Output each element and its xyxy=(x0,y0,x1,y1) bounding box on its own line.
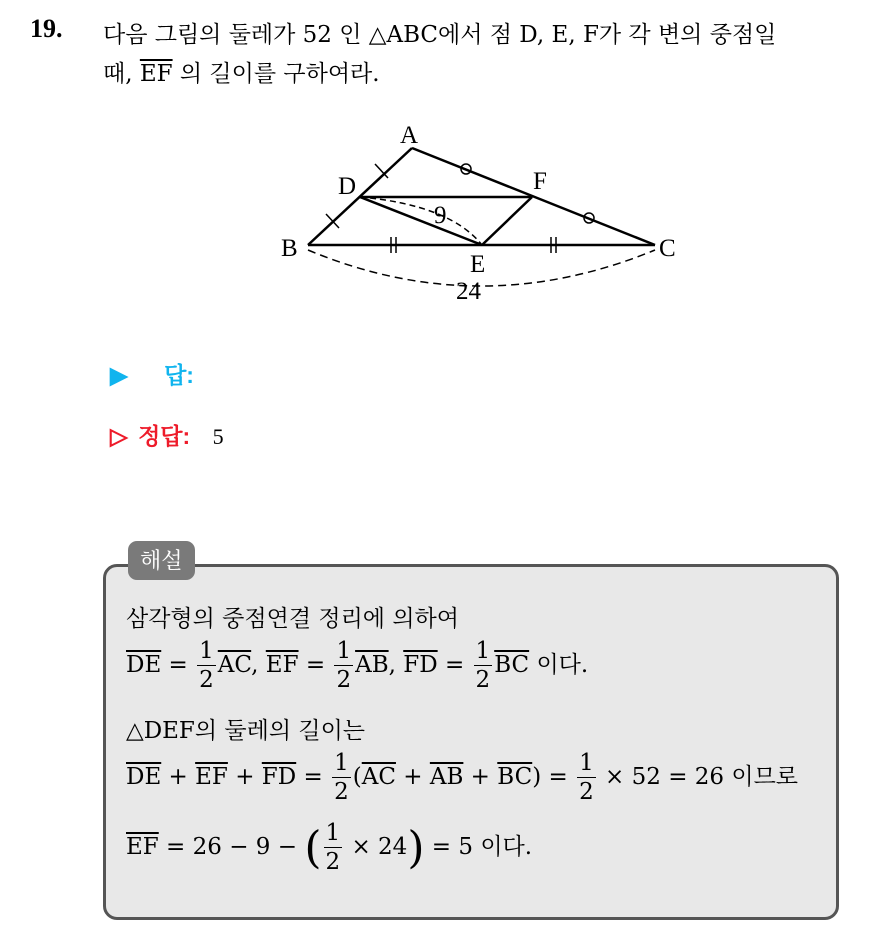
left-paren: ( xyxy=(304,822,322,874)
denominator: 2 xyxy=(475,667,491,693)
solution-line3: △DEF의 둘레의 길이는 xyxy=(126,718,366,744)
segment-ef: $\overline{EF}$ xyxy=(126,834,159,860)
denominator: 2 xyxy=(334,779,349,805)
label-f: F xyxy=(533,168,547,195)
solution-text: × 24 xyxy=(351,834,408,860)
segment-ac: $\overline{AC}$ xyxy=(361,764,396,790)
solution-line1: 삼각형의 중점연결 정리에 의하여 xyxy=(126,606,459,632)
label-e: E xyxy=(470,251,486,278)
play-outline-icon: ▷ xyxy=(110,423,128,449)
segment-bc: $\overline{BC}$ xyxy=(494,652,530,678)
fraction-half xyxy=(332,752,351,804)
length-de: 9 xyxy=(434,202,447,229)
answer-label: 답: xyxy=(164,362,194,388)
question-number: 19. xyxy=(30,14,63,43)
segment-fe xyxy=(482,197,532,245)
numerator: 1 xyxy=(199,638,214,664)
length-bc: 24 xyxy=(456,278,481,305)
question-text-suffix: 의 길이를 구하여라. xyxy=(172,61,380,87)
solution-text: = 26 − 9 − xyxy=(158,834,305,860)
correct-answer-row xyxy=(110,418,224,451)
segment-ab: $\overline{AB}$ xyxy=(429,764,464,790)
solution-text: × 52 = 26 이므로 xyxy=(605,764,799,790)
solution-line4: $\overline{DE} + \overline{EF} + \overline{FD}$ = $\frac{1}{2}$ $(\overline{AC} + \overline{AB} + \overline{BC})$ = $\frac{1}{2}$ × 52 = 26 이므로 xyxy=(126,750,799,805)
segment-ef: $\overline{EF}$ xyxy=(265,652,299,678)
fraction-half xyxy=(577,752,596,804)
segment-ef: $\overline{EF}$ xyxy=(195,764,228,790)
numerator: 1 xyxy=(336,638,352,664)
fraction-half xyxy=(474,640,493,692)
solution-text: 이다. xyxy=(536,652,589,678)
fraction-half xyxy=(334,640,353,692)
numerator: 1 xyxy=(579,750,594,776)
answer-row xyxy=(110,357,194,390)
triangle-figure xyxy=(270,110,700,310)
segment-de: $\overline{DE}$ xyxy=(126,764,162,790)
segment-fd: $\overline{FD}$ xyxy=(403,652,438,678)
segment-ac: $\overline{AC}$ xyxy=(217,652,252,678)
denominator: 2 xyxy=(579,779,594,805)
solution-text: = 5 이다. xyxy=(424,834,533,860)
question-text-line2 xyxy=(103,55,380,88)
segment-bc: $\overline{BC}$ xyxy=(497,764,533,790)
label-d: D xyxy=(338,173,357,200)
segment-de: $\overline{DE}$ xyxy=(126,652,162,678)
solution-tag: 해설 xyxy=(128,541,195,580)
fraction-half xyxy=(324,822,343,874)
label-b: B xyxy=(281,235,298,262)
question-text-line1: 다음 그림의 둘레가 52 인 △ABC에서 점 D, E, F가 각 변의 중점일 xyxy=(103,22,777,48)
denominator: 2 xyxy=(325,849,341,875)
right-paren: ) xyxy=(407,822,425,874)
denominator: 2 xyxy=(199,667,214,693)
numerator: 1 xyxy=(334,750,349,776)
segment-de xyxy=(360,197,482,245)
numerator: 1 xyxy=(325,820,341,846)
correct-answer-value: 5 xyxy=(212,424,224,449)
fraction-half xyxy=(197,640,216,692)
denominator: 2 xyxy=(336,667,352,693)
segment-fd: $\overline{FD}$ xyxy=(261,764,297,790)
segment-ef: $\overline{EF}$ xyxy=(139,61,173,87)
play-icon: ▶ xyxy=(110,362,128,388)
question-text-prefix: 때, xyxy=(103,61,140,87)
numerator: 1 xyxy=(475,638,491,664)
solution-line5 xyxy=(126,822,532,874)
segment-ab: $\overline{AB}$ xyxy=(355,652,389,678)
label-c: C xyxy=(659,235,676,262)
solution-line2: $\overline{DE}$ = $\frac{1}{2}$ $\overline{AC}$, $\overline{EF}$ = $\frac{1}{2}$ $\overline{AB}$, $\overline{FD}$ = $\frac{1}{2}$ $\overline{BC}$ 이다. xyxy=(126,638,589,693)
label-a: A xyxy=(400,122,419,149)
correct-answer-label: 정답: xyxy=(138,423,191,449)
